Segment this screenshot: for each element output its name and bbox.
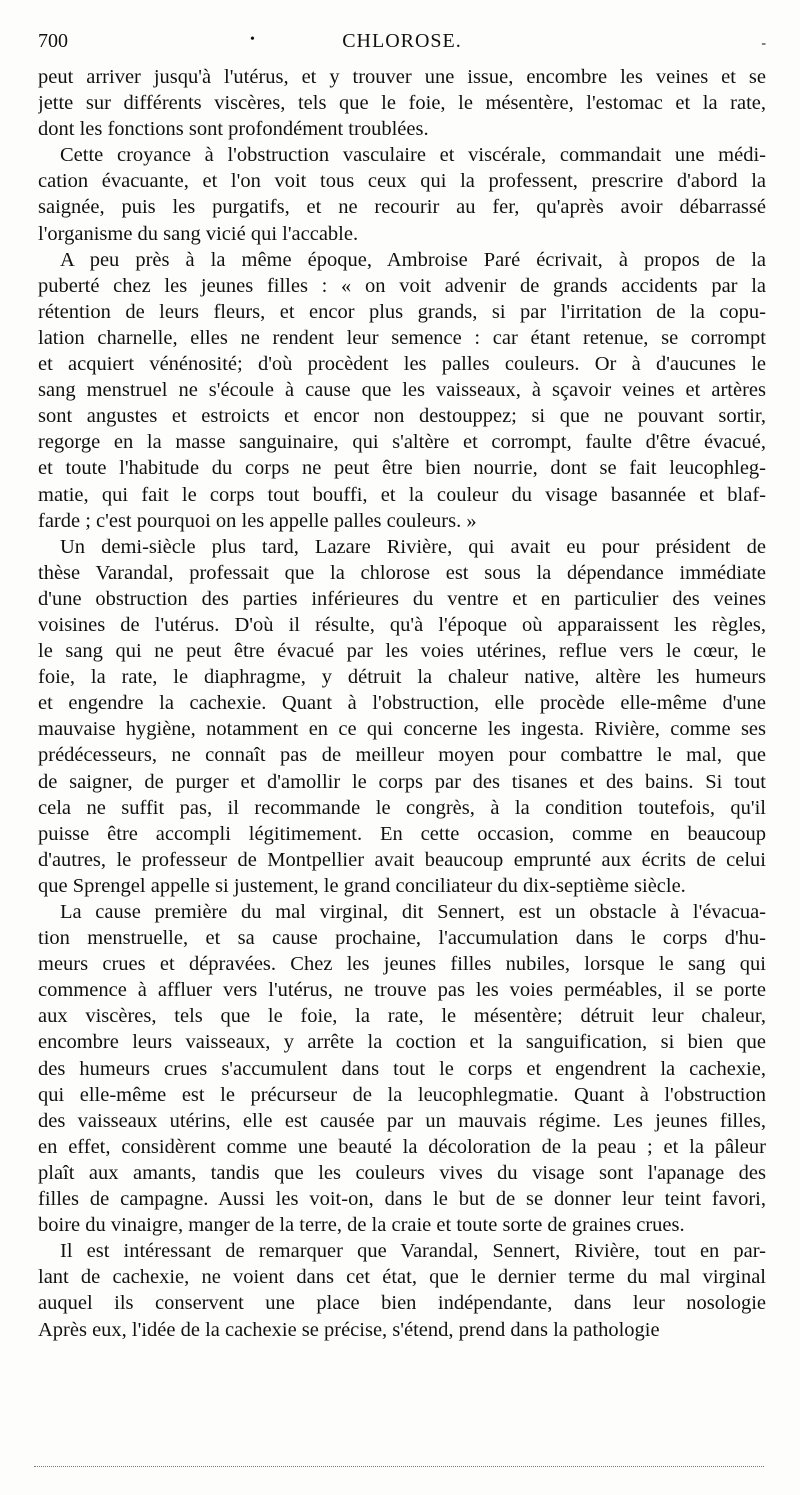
text-line: l'organisme du sang vicié qui l'accable. bbox=[38, 222, 359, 245]
text-line: commence à affluer vers l'utérus, ne trouve pas les voies perméables, il se porte bbox=[38, 979, 766, 1002]
text-line: filles de campagne. Aussi les voit-on, dans le but de se donner leur teint favori, bbox=[38, 1188, 766, 1211]
text-line: et toute l'habitude du corps ne peut être bien nourrie, dont se fait leucophleg- bbox=[38, 457, 766, 480]
text-line: boire du vinaigre, manger de la terre, de la craie et toute sorte de graines crues. bbox=[38, 1214, 685, 1237]
text-line: d'une obstruction des parties inférieures du ventre et en particulier des veines bbox=[38, 587, 766, 610]
paragraph bbox=[38, 899, 766, 1238]
text-line: d'autres, le professeur de Montpellier avait beaucoup emprunté aux écrits de celui bbox=[38, 848, 766, 871]
text-line: Il est intéressant de remarquer que Varandal, Sennert, Rivière, tout en par- bbox=[60, 1240, 766, 1263]
text-line: en effet, considèrent comme une beauté la décoloration de la peau ; et la pâleur bbox=[38, 1135, 766, 1158]
text-line: puberté chez les jeunes filles : « on voit advenir de grands accidents par la bbox=[38, 274, 766, 297]
header-dot: • bbox=[250, 32, 255, 47]
paragraph bbox=[38, 247, 766, 534]
text-line: de saigner, de purger et d'amollir le corps par des tisanes et des bains. Si tout bbox=[38, 770, 766, 793]
text-line: des humeurs crues s'accumulent dans tout le corps et engendrent la cachexie, bbox=[38, 1057, 766, 1080]
paragraph bbox=[38, 64, 766, 142]
paragraph bbox=[38, 142, 766, 246]
text-line: le sang qui ne peut être évacué par les voies utérines, reflue vers le cœur, le bbox=[38, 640, 766, 663]
text-line: farde ; c'est pourquoi on les appelle palles couleurs. » bbox=[38, 509, 477, 532]
text-line: rétention de leurs fleurs, et encor plus grands, si par l'irritation de la copu- bbox=[38, 300, 766, 323]
text-line: et acquiert vénénosité; d'où procèdent les palles couleurs. Or à d'aucunes le bbox=[38, 353, 766, 376]
paragraph bbox=[38, 1238, 766, 1342]
text-line: mauvaise hygiène, notamment en ce qui concerne les ingesta. Rivière, comme ses bbox=[38, 718, 766, 741]
text-line: foie, la rate, le diaphragme, y détruit la chaleur native, altère les humeurs bbox=[38, 666, 766, 689]
running-head: CHLOROSE. bbox=[342, 30, 462, 52]
text-line: peut arriver jusqu'à l'utérus, et y trouver une issue, encombre les veines et se bbox=[38, 66, 766, 88]
text-line: La cause première du mal virginal, dit Sennert, est un obstacle à l'évacua- bbox=[60, 901, 766, 923]
page-header bbox=[38, 30, 766, 60]
text-line: regorge en la masse sanguinaire, qui s'altère et corrompt, faulte d'être évacué, bbox=[38, 431, 766, 454]
text-line: A peu près à la même époque, Ambroise Paré écrivait, à propos de la bbox=[60, 248, 766, 271]
text-line: auquel ils conservent une place bien indépendante, dans leur nosologie bbox=[38, 1292, 766, 1315]
text-line: puisse être accompli légitimement. En cette occasion, comme en beaucoup bbox=[38, 822, 766, 845]
text-line: meurs crues et dépravées. Chez les jeunes filles nubiles, lorsque le sang qui bbox=[38, 953, 766, 976]
text-line: cela ne suffit pas, il recommande le congrès, à la condition toutefois, qu'il bbox=[38, 796, 766, 819]
text-line: Après eux, l'idée de la cachexie se précise, s'étend, prend dans la pathologie bbox=[38, 1318, 660, 1341]
text-line: dont les fonctions sont profondément troublées. bbox=[38, 118, 429, 141]
text-line: que Sprengel appelle si justement, le grand conciliateur du dix-septième siècle. bbox=[38, 874, 686, 897]
text-line: thèse Varandal, professait que la chlorose est sous la dépendance immédiate bbox=[38, 561, 766, 584]
dotted-rule bbox=[34, 1466, 764, 1469]
text-line: sang menstruel ne s'écoule à cause que les vaisseaux, à sçavoir veines et artères bbox=[38, 379, 766, 402]
page-body bbox=[38, 64, 766, 1343]
text-line: prédécesseurs, ne connaît pas de meilleur moyen pour combattre le mal, que bbox=[38, 744, 766, 767]
text-line: des vaisseaux utérins, elle est causée par un mauvais régime. Les jeunes filles, bbox=[38, 1109, 766, 1132]
text-line: Un demi-siècle plus tard, Lazare Rivière, qui avait eu pour président de bbox=[60, 535, 766, 558]
text-line: matie, qui fait le corps tout bouffi, et la couleur du visage basannée et blaf- bbox=[38, 483, 766, 506]
text-line: et engendre la cachexie. Quant à l'obstruction, elle procède elle-même d'une bbox=[38, 692, 766, 715]
text-line: lation charnelle, elles ne rendent leur semence : car étant retenue, se corrompt bbox=[38, 326, 766, 349]
text-line: tion menstruelle, et sa cause prochaine, l'accumulation dans le corps d'hu- bbox=[38, 927, 766, 950]
text-line: voisines de l'utérus. D'où il résulte, qu'à l'époque où apparaissent les règles, bbox=[38, 613, 766, 636]
text-line: Cette croyance à l'obstruction vasculaire et viscérale, commandait une médi- bbox=[60, 144, 766, 167]
text-line: plaît aux amants, tandis que les couleurs vives du visage sont l'apanage des bbox=[38, 1161, 766, 1184]
header-mark: - bbox=[761, 36, 766, 51]
paragraph bbox=[38, 534, 766, 899]
text-line: lant de cachexie, ne voient dans cet état, que le dernier terme du mal virginal bbox=[38, 1266, 766, 1289]
text-line: jette sur différents viscères, tels que le foie, le mésentère, l'estomac et la rate, bbox=[38, 92, 766, 115]
text-line: cation évacuante, et l'on voit tous ceux qui la professent, prescrire d'abord la bbox=[38, 170, 766, 193]
text-line: encombre leurs vaisseaux, y arrête la coction et la sanguification, si bien que bbox=[38, 1031, 766, 1054]
text-line: qui elle-même est le précurseur de la leucophlegmatie. Quant à l'obstruction bbox=[38, 1083, 766, 1106]
text-line: saignée, puis les purgatifs, et ne recourir au fer, qu'après avoir débarrassé bbox=[38, 196, 766, 219]
text-line: sont angustes et estroicts et encor non destouppez; si que ne pouvant sortir, bbox=[38, 405, 766, 428]
page-number: 700 bbox=[38, 30, 68, 52]
text-line: aux viscères, tels que le foie, la rate, le mésentère; détruit leur chaleur, bbox=[38, 1005, 766, 1028]
